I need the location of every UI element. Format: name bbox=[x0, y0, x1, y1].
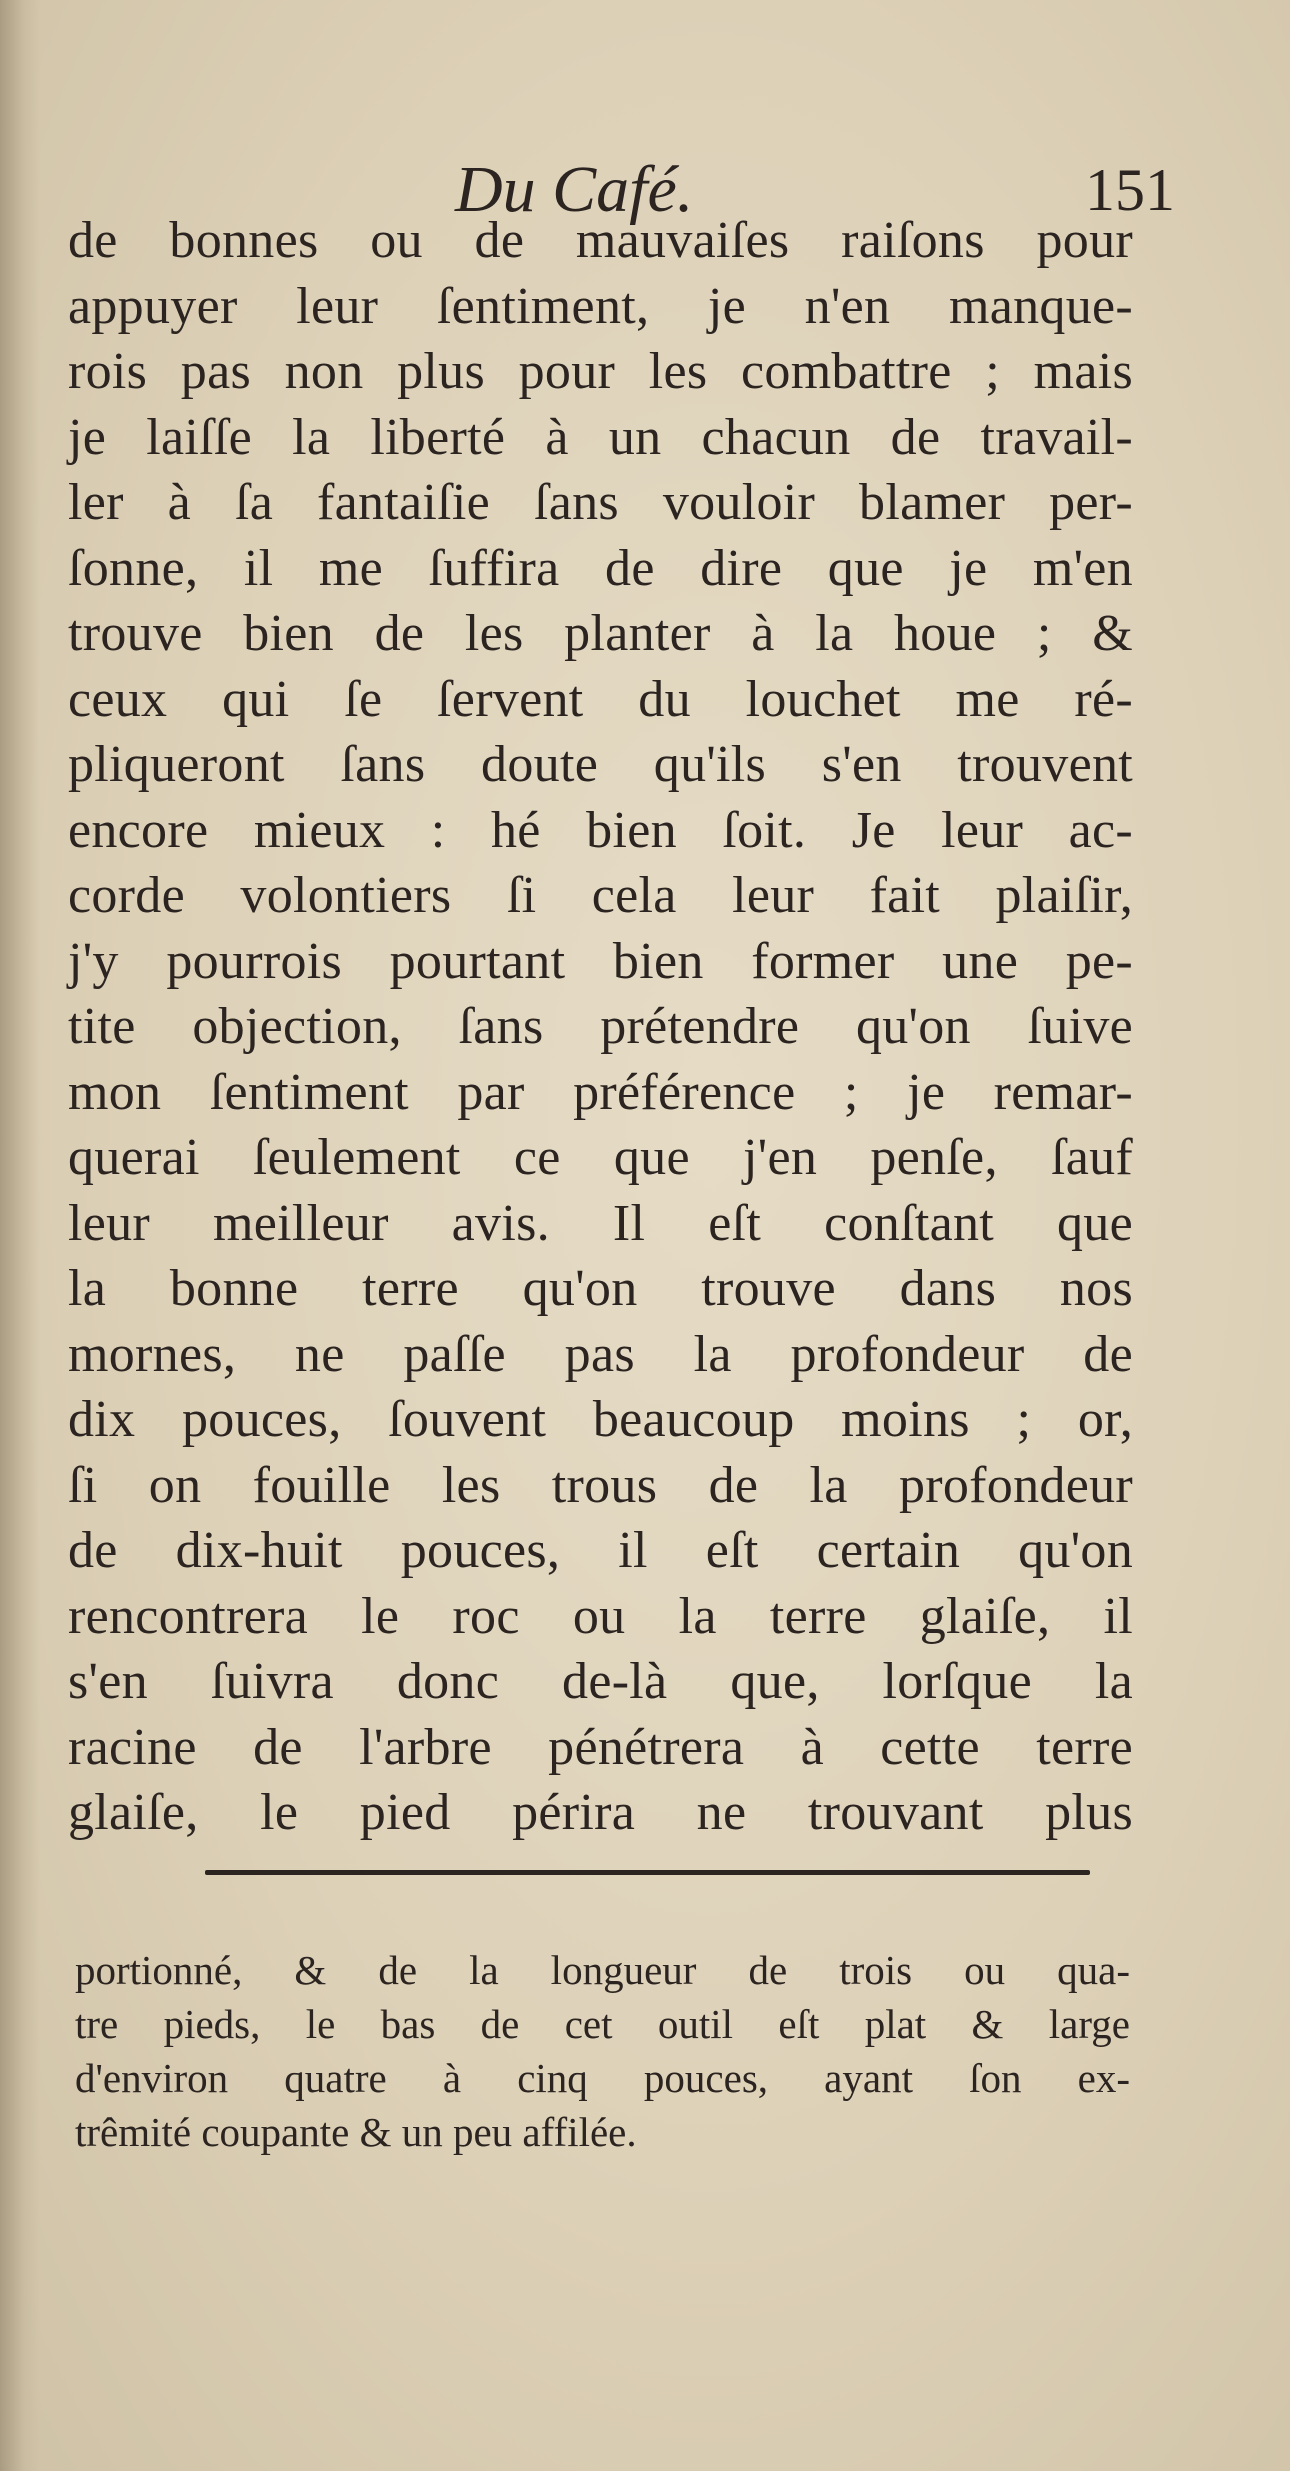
text-line: querai ſeulement ce que j'en penſe, ſauf bbox=[68, 1129, 1133, 1186]
text-line: j'y pourrois pourtant bien former une pe- bbox=[68, 932, 1133, 990]
text-line: mon ſentiment par préférence ; je remar- bbox=[68, 1063, 1133, 1121]
running-title: Du Café. bbox=[455, 153, 694, 226]
text-line: ler à ſa fantaiſie ſans vouloir blamer per- bbox=[68, 474, 1133, 531]
text-line: la bonne terre qu'on trouve dans nos bbox=[68, 1260, 1133, 1317]
text-line: glaiſe, le pied périra ne trouvant plus bbox=[68, 1784, 1133, 1841]
text-line: rencontrera le roc ou la terre glaiſe, il bbox=[68, 1587, 1133, 1645]
footnote-line: d'environ quatre à cinq pouces, ayant ſon ex- bbox=[75, 2055, 1130, 2101]
footnote-line: portionné, & de la longueur de trois ou qua- bbox=[75, 1947, 1130, 1993]
text-line: dix pouces, ſouvent beaucoup moins ; or, bbox=[68, 1391, 1133, 1448]
text-line: je laiſſe la liberté à un chacun de travail- bbox=[68, 408, 1133, 466]
text-line: rois pas non plus pour les combattre ; mais bbox=[68, 343, 1133, 400]
page-number: 151 bbox=[1085, 157, 1175, 223]
text-line: appuyer leur ſentiment, je n'en manque- bbox=[68, 277, 1133, 335]
text-line: encore mieux : hé bien ſoit. Je leur ac- bbox=[68, 801, 1133, 859]
text-line: pliqueront ſans doute qu'ils s'en trouvent bbox=[68, 736, 1133, 793]
text-line: de dix-huit pouces, il eſt certain qu'on bbox=[68, 1522, 1133, 1579]
footnote-separator-rule bbox=[205, 1870, 1090, 1875]
text-line: ſonne, il me ſuffira de dire que je m'en bbox=[68, 539, 1133, 597]
text-line: ceux qui ſe ſervent du louchet me ré- bbox=[68, 670, 1133, 728]
text-line: de bonnes ou de mauvaiſes raiſons pour bbox=[68, 212, 1133, 269]
text-line: s'en ſuivra donc de-là que, lorſque la bbox=[68, 1653, 1133, 1710]
text-line: leur meilleur avis. Il eſt conſtant que bbox=[68, 1194, 1133, 1252]
text-line: mornes, ne paſſe pas la profondeur de bbox=[68, 1325, 1133, 1383]
text-line: tite objection, ſans prétendre qu'on ſuive bbox=[68, 998, 1133, 1055]
footnote-line: tre pieds, le bas de cet outil eſt plat & large bbox=[75, 2001, 1130, 2047]
main-text-block bbox=[68, 208, 1133, 1846]
text-line: corde volontiers ſi cela leur fait plaiſir, bbox=[68, 867, 1133, 924]
text-line: ſi on fouille les trous de la profondeur bbox=[68, 1456, 1133, 1514]
page-gutter-shadow bbox=[0, 0, 40, 2471]
footnote-line: trêmité coupante & un peu affilée. bbox=[75, 2109, 637, 2155]
text-line: racine de l'arbre pénétrera à cette terre bbox=[68, 1718, 1133, 1776]
text-line: trouve bien de les planter à la houe ; & bbox=[68, 605, 1133, 662]
footnote-block bbox=[75, 1943, 1130, 2159]
